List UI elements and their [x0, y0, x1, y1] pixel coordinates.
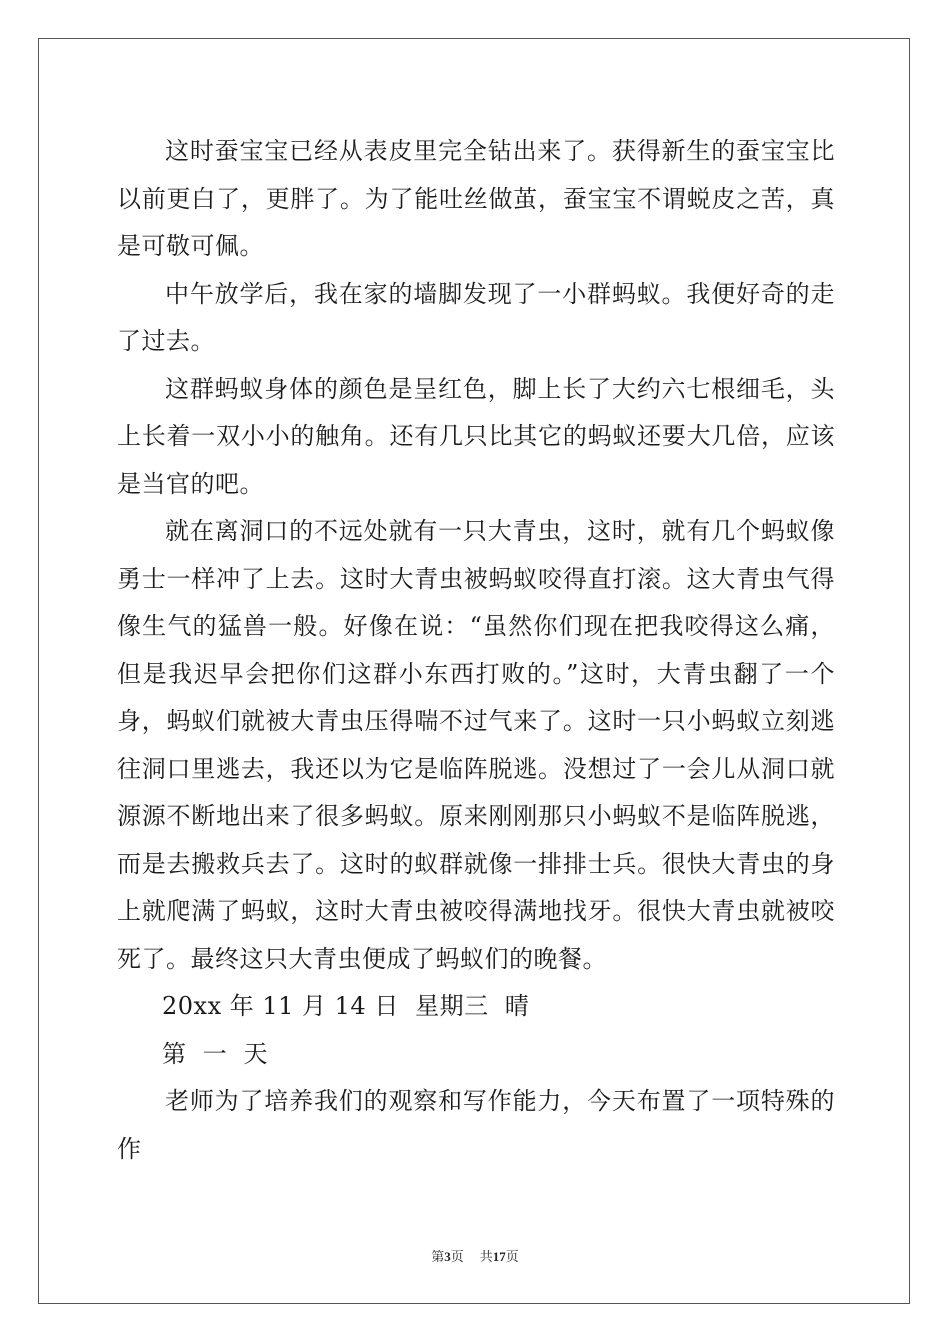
page-suffix: 页 [450, 1249, 464, 1264]
total-suffix: 页 [505, 1249, 519, 1264]
document-body [117, 128, 835, 1173]
diary-day-heading: 第 一 天 [162, 1039, 269, 1068]
paragraph-silkworm: 这时蚕宝宝已经从表皮里完全钻出来了。获得新生的蚕宝宝比以前更白了，更胖了。为了能吐丝做茧，蚕宝宝不谓蜕皮之苦，真是可敬可佩。 [117, 137, 835, 260]
diary-date-line: 20xx 年 11 月 14 日 星期三 晴 [162, 992, 530, 1020]
paragraph-teacher-assignment: 老师为了培养我们的观察和写作能力，今天布置了一项特殊的作 [117, 1087, 835, 1163]
page-footer [0, 1246, 950, 1265]
paragraph-ants-discovered: 中午放学后，我在家的墙脚发现了一小群蚂蚁。我便好奇的走了过去。 [117, 279, 835, 355]
paragraph-ants-description: 这群蚂蚁身体的颜色是呈红色，脚上长了大约六七根细毛，头上长着一双小小的触角。还有几只比其它的蚂蚁还要大几倍，应该是当官的吧。 [117, 374, 835, 498]
total-prefix: 共 [479, 1249, 493, 1264]
page-prefix: 第 [431, 1249, 445, 1264]
page-number: 3 [444, 1249, 451, 1264]
total-pages: 17 [492, 1249, 506, 1264]
paragraph-ants-vs-caterpillar: 就在离洞口的不远处就有一只大青虫，这时，就有几个蚂蚁像勇士一样冲了上去。这时大青虫被蚂蚁咬得直打滚。这大青虫气得像生气的猛兽一般。好像在说：“虽然你们现在把我咬得这么痛，但是我迟早会把你们这群小东西打败的。”这时，大青虫翻了一个身，蚂蚁们就被大青虫压得喘不过气来了。这时一只小蚂蚁立刻逃往洞口里逃去，我还以为它是临阵脱逃。没想过了一会儿从洞口就源源不断地出来了很多蚂蚁。原来刚刚那只小蚂蚁不是临阵脱逃，而是去搬救兵去了。这时的蚁群就像一排排士兵。很快大青虫的身上就爬满了蚂蚁，这时大青虫被咬得满地找牙。很快大青虫就被咬死了。最终这只大青虫便成了蚂蚁们的晚餐。 [117, 517, 835, 973]
